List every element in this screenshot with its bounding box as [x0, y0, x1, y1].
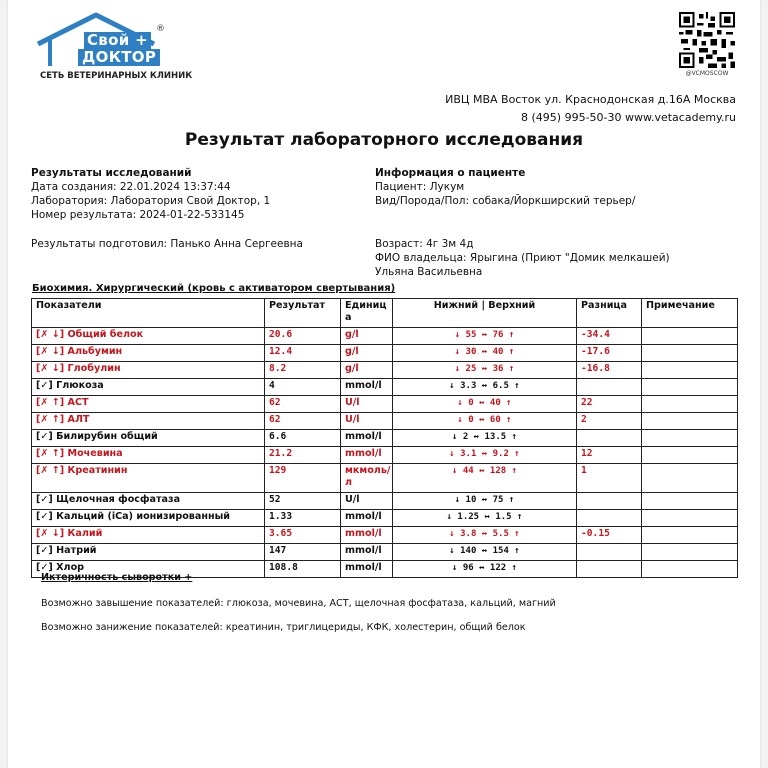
table-row [32, 544, 738, 561]
cell-range: ↓ 0 ↔ 40 ↑ [393, 396, 577, 413]
cell-result: 52 [265, 493, 341, 510]
cell-range: ↓ 3.8 ↔ 5.5 ↑ [393, 527, 577, 544]
cell-diff: 22 [577, 396, 642, 413]
cell-result: 62 [265, 396, 341, 413]
table-row [32, 396, 738, 413]
table-row [32, 379, 738, 396]
cell-note [642, 510, 738, 527]
cell-diff: -0.15 [577, 527, 642, 544]
laboratory: Лаборатория: Лаборатория Свой Доктор, 1 [31, 195, 271, 207]
cell-unit: mmol/l [341, 527, 393, 544]
cell-result: 1.33 [265, 510, 341, 527]
cell-result: 8.2 [265, 362, 341, 379]
prepared-by: Результаты подготовил: Панько Анна Сергеевна [31, 238, 303, 250]
qr-code-icon [679, 12, 735, 68]
cell-indicator: [✓] Хлор [32, 561, 265, 578]
cell-range: ↓ 140 ↔ 154 ↑ [393, 544, 577, 561]
cell-indicator: [✓] Натрий [32, 544, 265, 561]
cell-unit: g/l [341, 328, 393, 345]
col-note-header: Примечание [642, 299, 738, 328]
cell-range: ↓ 1.25 ↔ 1.5 ↑ [393, 510, 577, 527]
cell-range: ↓ 25 ↔ 36 ↑ [393, 362, 577, 379]
logo-registered-mark: ® [156, 24, 165, 34]
cell-diff [577, 561, 642, 578]
cell-result: 12.4 [265, 345, 341, 362]
cell-diff [577, 379, 642, 396]
cell-unit: U/l [341, 396, 393, 413]
table-row [32, 510, 738, 527]
icterus-note: Иктеричность сыворотки + [41, 572, 193, 583]
report-title: Результат лабораторного исследования [184, 130, 584, 150]
cell-note [642, 430, 738, 447]
table-header [32, 299, 738, 328]
table-row [32, 430, 738, 447]
cell-indicator: [✗ ↑] Мочевина [32, 447, 265, 464]
cell-diff [577, 510, 642, 527]
cell-diff [577, 493, 642, 510]
cell-note [642, 493, 738, 510]
patient-name: Пациент: Лукум [375, 181, 465, 193]
col-diff-header: Разница [577, 299, 642, 328]
cell-indicator: [✓] Щелочная фосфатаза [32, 493, 265, 510]
possible-increase-note: Возможно завышение показателей: глюкоза, мочевина, АСТ, щелочная фосфатаза, кальций, магний [41, 598, 556, 609]
cell-note [642, 413, 738, 430]
clinic-address [445, 91, 736, 127]
col-result-header: Результат [265, 299, 341, 328]
cell-note [642, 345, 738, 362]
col-unit-header: Единиц а [341, 299, 393, 328]
cell-indicator: [✓] Кальций (iCa) ионизированный [32, 510, 265, 527]
cell-note [642, 527, 738, 544]
cell-indicator: [✓] Глюкоза [32, 379, 265, 396]
cell-note [642, 379, 738, 396]
cell-diff: 1 [577, 464, 642, 493]
contact-line: 8 (495) 995-50-30 www.vetacademy.ru [521, 111, 736, 124]
cell-note [642, 396, 738, 413]
cell-unit: mmol/l [341, 544, 393, 561]
cell-result: 129 [265, 464, 341, 493]
cell-diff: 12 [577, 447, 642, 464]
table-row [32, 413, 738, 430]
patient-extra [375, 237, 670, 279]
results-info-heading: Результаты исследований [31, 167, 192, 179]
report-page [8, 0, 760, 768]
table-row [32, 527, 738, 544]
patient-info-heading: Информация о пациенте [375, 167, 526, 179]
cell-range: ↓ 30 ↔ 40 ↑ [393, 345, 577, 362]
qr-caption: @VCMOSCOW [685, 70, 729, 77]
cell-indicator: [✗ ↑] Креатинин [32, 464, 265, 493]
cell-indicator: [✗ ↓] Альбумин [32, 345, 265, 362]
logo-subtitle: СЕТЬ ВЕТЕРИНАРНЫХ КЛИНИК [40, 71, 193, 81]
possible-decrease-note: Возможно занижение показателей: креатинин, триглицериды, КФК, холестерин, общий белок [41, 622, 526, 633]
cell-indicator: [✓] Билирубин общий [32, 430, 265, 447]
owner-name: ФИО владельца: Ярыгина (Приют "Домик мелкашей) [375, 252, 670, 264]
table-row [32, 362, 738, 379]
owner-name-cont: Ульяна Васильевна [375, 266, 483, 278]
cell-result: 3.65 [265, 527, 341, 544]
cell-diff [577, 544, 642, 561]
table-row [32, 345, 738, 362]
patient-species: Вид/Порода/Пол: собака/Йоркширский терьер/ [375, 195, 636, 207]
cell-result: 4 [265, 379, 341, 396]
cell-indicator: [✗ ↑] АЛТ [32, 413, 265, 430]
col-range-header: Нижний | Верхний [393, 299, 577, 328]
table-row [32, 447, 738, 464]
cell-result: 62 [265, 413, 341, 430]
cell-range: ↓ 3.1 ↔ 9.2 ↑ [393, 447, 577, 464]
cell-range: ↓ 3.3 ↔ 6.5 ↑ [393, 379, 577, 396]
cell-unit: мкмоль/л [341, 464, 393, 493]
cell-unit: g/l [341, 345, 393, 362]
cell-note [642, 362, 738, 379]
cell-note [642, 561, 738, 578]
section-title: Биохимия. Хирургический (кровь с активатором свертывания) [32, 283, 396, 294]
cell-unit: mmol/l [341, 447, 393, 464]
results-info [31, 166, 270, 222]
cell-diff: 2 [577, 413, 642, 430]
table-row [32, 464, 738, 493]
cell-range: ↓ 96 ↔ 122 ↑ [393, 561, 577, 578]
cell-indicator: [✗ ↓] Общий белок [32, 328, 265, 345]
cell-note [642, 544, 738, 561]
col-name-header: Показатели [32, 299, 265, 328]
cell-result: 20.6 [265, 328, 341, 345]
cell-range: ↓ 55 ↔ 76 ↑ [393, 328, 577, 345]
logo-brand-line1: Свой + [84, 32, 151, 49]
results-table [31, 298, 738, 578]
cell-note [642, 328, 738, 345]
cell-unit: mmol/l [341, 430, 393, 447]
cell-result: 6.6 [265, 430, 341, 447]
cell-indicator: [✗ ↓] Калий [32, 527, 265, 544]
cell-diff [577, 430, 642, 447]
cell-unit: U/l [341, 493, 393, 510]
cell-range: ↓ 2 ↔ 13.5 ↑ [393, 430, 577, 447]
cell-result: 108.8 [265, 561, 341, 578]
cell-range: ↓ 44 ↔ 128 ↑ [393, 464, 577, 493]
cell-note [642, 447, 738, 464]
cell-range: ↓ 10 ↔ 75 ↑ [393, 493, 577, 510]
cell-unit: mmol/l [341, 379, 393, 396]
patient-info [375, 166, 635, 208]
patient-age: Возраст: 4г 3м 4д [375, 238, 474, 250]
created-date: Дата создания: 22.01.2024 13:37:44 [31, 181, 231, 193]
cell-unit: mmol/l [341, 561, 393, 578]
cell-result: 21.2 [265, 447, 341, 464]
cell-diff: -17.6 [577, 345, 642, 362]
cell-diff: -16.8 [577, 362, 642, 379]
table-row [32, 493, 738, 510]
result-number: Номер результата: 2024-01-22-533145 [31, 209, 245, 221]
cell-unit: mmol/l [341, 510, 393, 527]
cell-indicator: [✗ ↓] Глобулин [32, 362, 265, 379]
cell-note [642, 464, 738, 493]
cell-diff: -34.4 [577, 328, 642, 345]
cell-unit: U/l [341, 413, 393, 430]
cell-range: ↓ 0 ↔ 60 ↑ [393, 413, 577, 430]
cell-indicator: [✗ ↑] АСТ [32, 396, 265, 413]
table-row [32, 328, 738, 345]
clinic-logo [34, 12, 193, 92]
address-line: ИВЦ МВА Восток ул. Краснодонская д.16А Москва [445, 93, 736, 106]
logo-brand-line2: ДОКТОР [78, 49, 160, 66]
cell-unit: g/l [341, 362, 393, 379]
cell-result: 147 [265, 544, 341, 561]
